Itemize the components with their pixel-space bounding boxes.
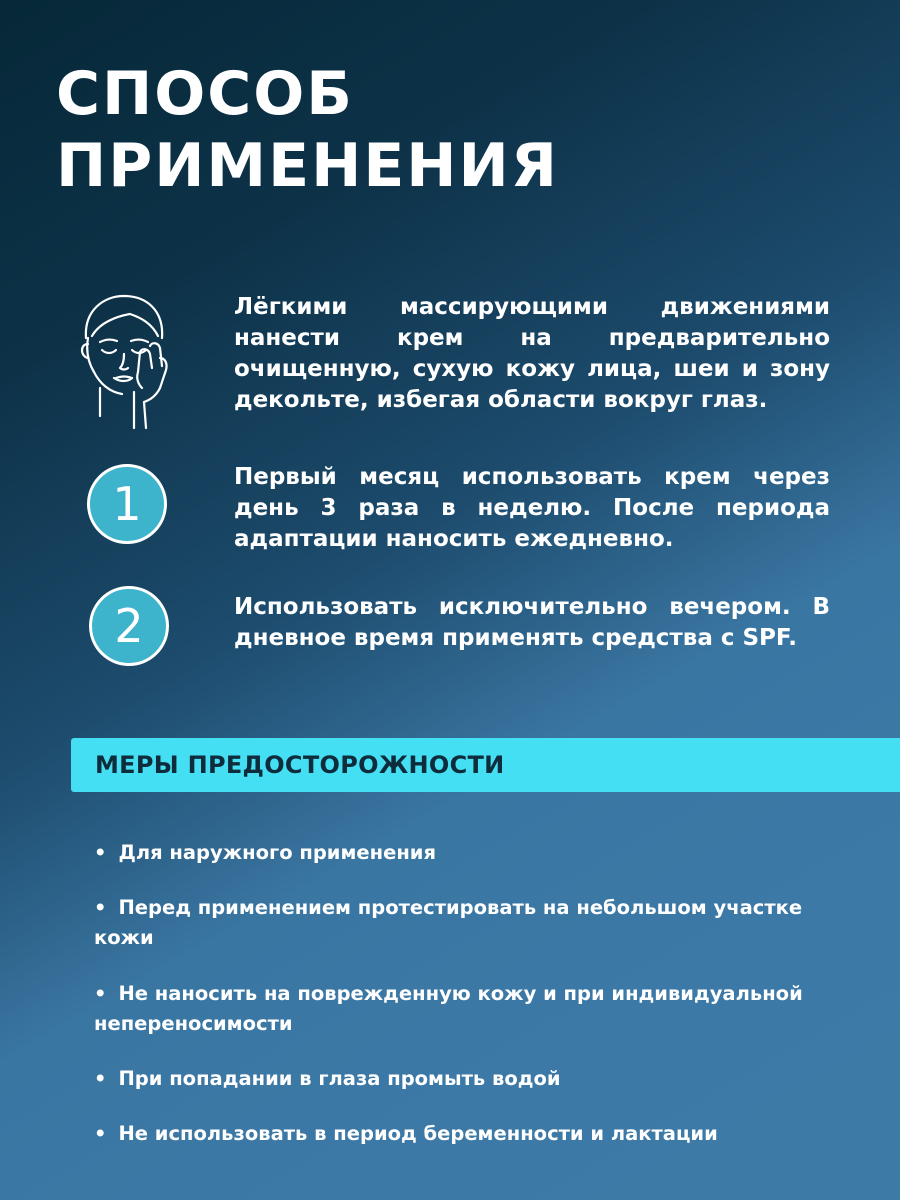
precaution-item: • Для наружного применения: [94, 841, 436, 864]
precaution-item: • Не наносить на поврежденную кожу и при индивидуальной непереносимости: [94, 982, 803, 1035]
precaution-item: • Не использовать в период беременности и лактации: [94, 1122, 718, 1145]
precaution-item: • При попадании в глаза промыть водой: [94, 1067, 561, 1090]
bullet-icon: •: [94, 1122, 107, 1145]
face-massage-icon: [78, 292, 174, 435]
precaution-item: • Перед применением протестировать на небольшом участке кожи: [94, 896, 803, 949]
step-text-1: Первый месяц использовать крем через день 3 раза в неделю. После периода адаптации наносить ежедневно.: [234, 464, 830, 552]
page-title: [56, 58, 559, 202]
bullet-icon: •: [94, 896, 107, 919]
step-number-badge-1: 1: [87, 464, 167, 544]
title-line-2: ПРИМЕНЕНИЯ: [56, 131, 559, 201]
precautions-banner: [71, 738, 900, 792]
step-text-2: Использовать исключительно вечером. В дневное время применять средства с SPF.: [234, 594, 830, 651]
step-text-apply: Лёгкими массирующими движениями нанести крем на предварительно очищенную, сухую кожу лица, шеи и зону декольте, избегая области вокруг глаз.: [234, 294, 830, 413]
bullet-icon: •: [94, 982, 107, 1005]
bullet-icon: •: [94, 1067, 107, 1090]
precautions-list: [94, 838, 854, 1149]
precautions-heading: МЕРЫ ПРЕДОСТОРОЖНОСТИ: [95, 751, 505, 779]
bullet-icon: •: [94, 841, 107, 864]
step-number-badge-2: 2: [89, 586, 169, 666]
title-line-1: СПОСОБ: [56, 59, 355, 129]
